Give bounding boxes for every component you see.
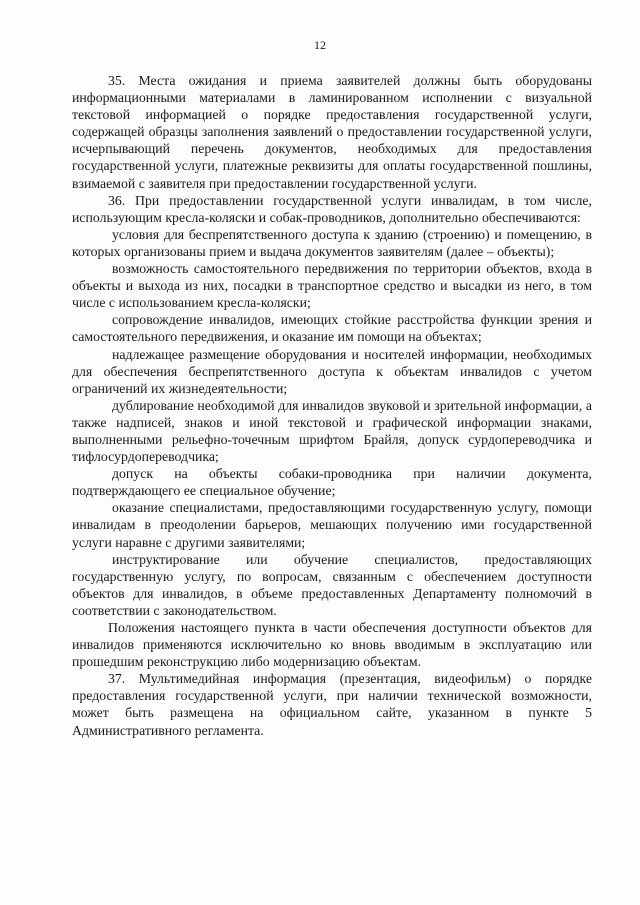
list-item: надлежащее размещение оборудования и носителей информации, необходимых для обеспечения беспрепятственного доступа к объектам инвалидов с учетом ограничений их жизнедеятельности; (72, 346, 592, 396)
paragraph-37: 37. Мультимедийная информация (презентация, видеофильм) о порядке предоставления государственной услуги, при наличии технической возможности, может быть размещена на официальном сайте, указанном в пункте 5 Административного регламента. (72, 671, 592, 738)
paragraph-accessibility-note: Положения настоящего пункта в части обеспечения доступности объектов для инвалидов применяются исключительно ко вновь вводимым в эксплуатацию или прошедшим реконструкцию либо модернизацию объектам. (72, 620, 592, 670)
list-item: оказание специалистами, предоставляющими государственную услугу, помощи инвалидам в преодолении барьеров, мешающих получению ими государственной услуги наравне с другими заявителями; (72, 500, 592, 550)
list-item: возможность самостоятельного передвижения по территории объектов, входа в объекты и выхода из них, посадки в транспортное средство и высадки из него, в том числе с использованием кресла-коляски; (72, 261, 592, 311)
list-item: допуск на объекты собаки-проводника при наличии документа, подтверждающего ее специальное обучение; (72, 466, 592, 499)
page-number: 12 (314, 38, 326, 52)
document-body (72, 72, 592, 739)
list-item: дублирование необходимой для инвалидов звуковой и зрительной информации, а также надписей, знаков и иной текстовой и графической информации знаками, выполненными рельефно-точечным шрифтом Брайля, допуск сурдопереводчика и тифлосурдопереводчика; (72, 397, 592, 465)
list-item: условия для беспрепятственного доступа к зданию (строению) и помещению, в которых организованы прием и выдача документов заявителям (далее – объекты); (72, 226, 592, 259)
list-item: инструктирование или обучение специалистов, предоставляющих государственную услугу, по вопросам, связанным с обеспечением доступности объектов для инвалидов, в объеме предоставленных Департаменту полномочий в соответствии с законодательством. (72, 551, 592, 618)
paragraph-36: 36. При предоставлении государственной услуги инвалидам, в том числе, использующим кресла-коляски и собак-проводников, дополнительно обеспечиваются: (72, 192, 592, 225)
list-item: сопровождение инвалидов, имеющих стойкие расстройства функции зрения и самостоятельного передвижения, и оказание им помощи на объектах; (72, 312, 592, 345)
paragraph-35: 35. Места ожидания и приема заявителей должны быть оборудованы информационными материалами в ламинированном исполнении с визуальной текстовой информацией о порядке предоставления государственной услуги, содержащей образцы заполнения заявлений о предоставлении государственной услуги, исчерпывающий перечень документов, необходимых для предоставления государственной услуги, платежные реквизиты для оплаты государственной пошлины, взимаемой с заявителя при предоставлении государственной услуги. (72, 73, 592, 191)
